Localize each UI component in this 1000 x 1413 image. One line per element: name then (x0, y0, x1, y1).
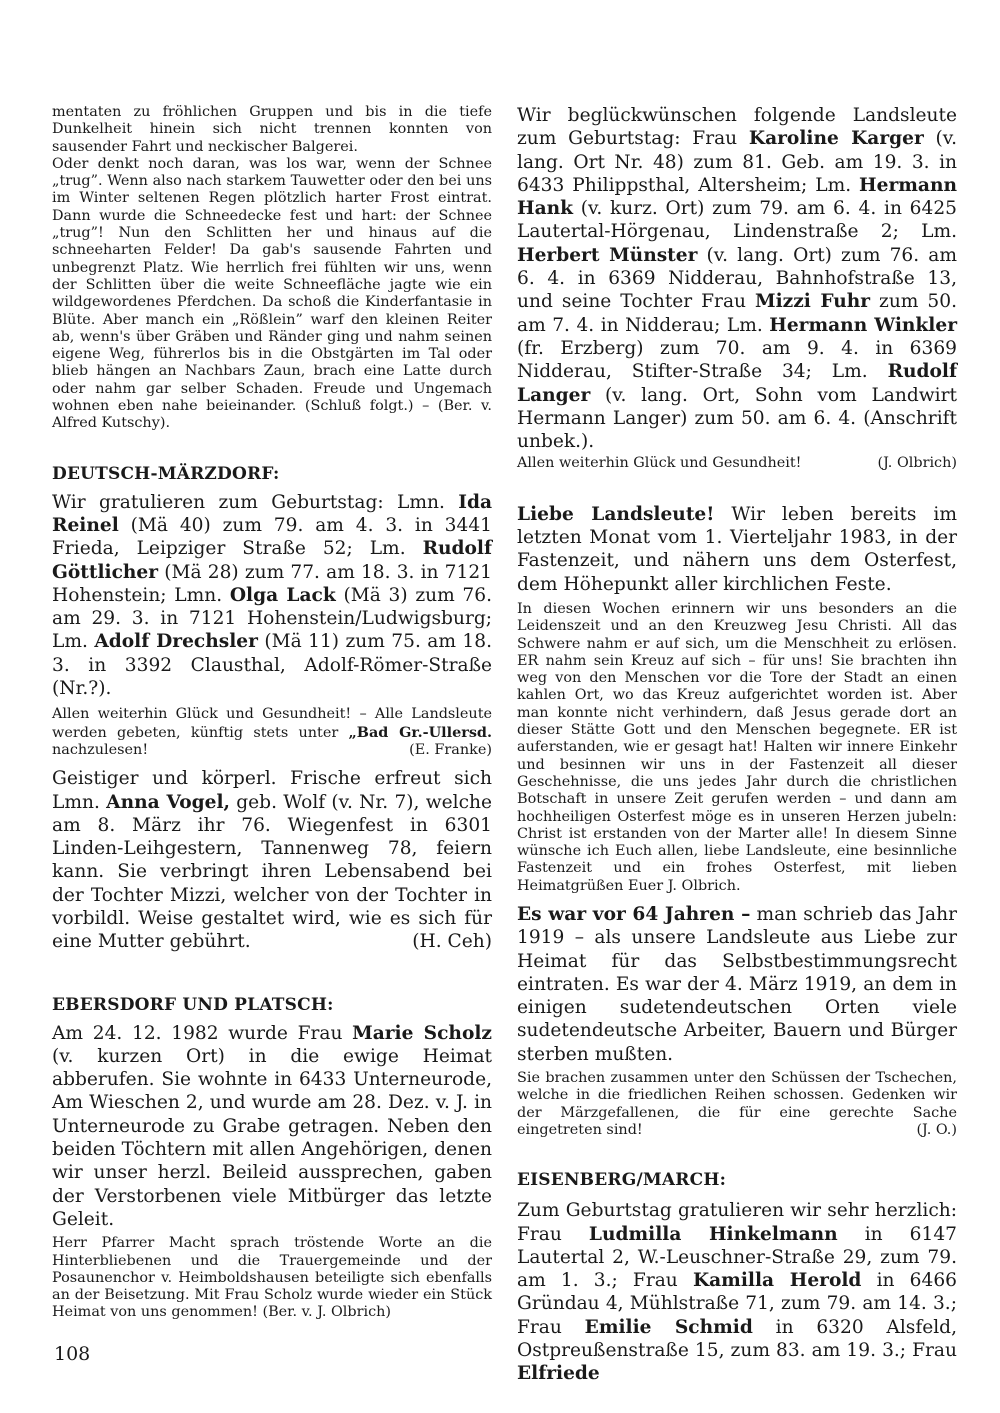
text-run: (v. lang. Ort Nr. 48) zum 81. Geb. am 19. 3. in 6433 Philippsthal, Altersheim; Lm. (517, 128, 957, 196)
author-signature: (H. Ceh) (412, 931, 492, 953)
paragraph (52, 491, 492, 701)
text-run: geb. Wolf (v. Nr. 7), welche am 8. März ihr 76. Wiegenfest in 6301 Linden-Leihgestern, Tannenweg 78, feiern kann. Sie verbringt ihren Lebensabend bei der Tochter Mizzi, welcher von der Tochter in vorbildl. Weise gestaltet wird, wie es sich für eine Mutter gebührt. (52, 791, 492, 953)
paragraph (52, 156, 492, 433)
text-run: in 6466 Gründau 4, Mühlstraße 71, zum 79. am 14. 3.; Frau (517, 1270, 957, 1338)
text-run: man schrieb das Jahr 1919 – als unsere Landsleute aus Liebe zur Heimat für das Selbstbestimmungsrecht eintraten. Es war der 4. März 1919, an dem in einigen sudetendeutschen Orten viele sudetendeutsche Arbeiter, Bauern und Bürger sterben mußten. (517, 903, 957, 1065)
bold-name: Ida Reinel (52, 491, 492, 536)
text-run: (Mä 3) zum 76. am 29. 3. in 7121 Hohenstein/Ludwigsburg; Lm. (52, 584, 492, 653)
bold-name: Elfriede (517, 1363, 600, 1385)
bold-name: „Bad Gr.-Ullersd. (348, 723, 492, 741)
bold-name: Marie Scholz (352, 1022, 492, 1044)
page-number: 108 (54, 1342, 91, 1365)
paragraph (517, 601, 957, 895)
bold-name: Hermann Hank (517, 174, 957, 220)
bold-name: Adolf Drechsler (94, 631, 258, 653)
text-run: Allen weiterhin Glück und Gesundheit! – Alle Landsleute werden gebeten, künftig stets unter (52, 706, 492, 741)
text-run: Zum Geburtstag gratulieren wir sehr herzlich: Frau (517, 1200, 957, 1245)
author-signature: (J. Olbrich) (877, 455, 957, 472)
text-run: (Mä 11) zum 75. am 18. 3. in 3392 Clausthal, Adolf-Römer-Straße (Nr.?). (52, 631, 492, 700)
text-run: in 6147 Lautertal 2, W.-Leuschner-Straße 29, zum 79. am 1. 3.; Frau (517, 1223, 957, 1292)
paragraph (52, 767, 492, 953)
paragraph (52, 1235, 492, 1321)
text-run: (fr. Erzberg) zum 70. am 9. 4. in 6369 Nidderau, Stifter-Straße 34; Lm. (517, 337, 957, 383)
bold-name: Rudolf Göttlicher (52, 538, 492, 583)
section-heading: DEUTSCH-MÄRZDORF: (52, 463, 280, 484)
bold-name: Rudolf Langer (517, 361, 957, 406)
text-run: (v. kurzen Ort) in die ewige Heimat abberufen. Sie wohnte in 6433 Unterneurode, Am Wieschen 2, und wurde am 28. Dez. v. J. in Unterneurode zu Grabe getragen. Neben den beiden Töchtern mit allen Angehörigen, denen wir unser herzl. Beileid aussprechen, gaben der Verstorbenen viele Mitbürger das letzte Geleit. (52, 1045, 492, 1230)
section-heading: EISENBERG/MARCH: (517, 1170, 727, 1191)
text-run: mentaten zu fröhlichen Gruppen und bis in die tiefe Dunkelheit hinein sich nicht trennen konnten von sausender Fahrt und neckischer Balgerei. (52, 104, 492, 155)
bold-name: Herbert Münster (517, 244, 698, 266)
text-run: in 6320 Alsfeld, Ostpreußenstraße 15, zum 83. am 19. 3.; Frau (517, 1316, 957, 1362)
bold-name: Ludmilla Hinkelmann (588, 1223, 838, 1245)
paragraph (517, 903, 957, 1066)
text-run: Allen weiterhin Glück und Gesundheit! (517, 455, 802, 472)
left-column (52, 104, 492, 1386)
paragraph (517, 1199, 957, 1385)
right-column (517, 104, 957, 1386)
bold-name: Mizzi Fuhr (754, 291, 871, 313)
text-run: Wir gratulieren zum Geburtstag: Lmn. (52, 491, 459, 513)
bold-name: Liebe Landsleute! (517, 503, 715, 525)
text-run: Herr Pfarrer Macht sprach tröstende Worte an die Hinterbliebenen und die Trauergemeinde und der Posaunenchor v. Heimboldshausen beteiligte sich ebenfalls an der Beisetzung. Mit Frau Scholz wurde wieder ein Stück Heimat von uns genommen! (Ber. v. J. Olbrich) (52, 1235, 492, 1321)
text-run: (v. lang. Ort, Sohn vom Landwirt Hermann Langer) zum 50. am 6. 4. (Anschrift unbek.). (517, 384, 957, 453)
text-run: Oder denkt noch daran, was los war, wenn der Schnee „trug”. Wenn also nach starkem Tauwetter oder den bei uns im Winter seltenen Regen plötzlich harter Frost eintrat. Dann wurde die Schneedecke fest und hart: der Schnee „trug”! Nun den Schlitten her und hinaus auf die schneeharten Felder! Da gab's sausende Fahrten und unbegrenzt Platz. Wie herrlich frei fühlten wir uns, wenn der Schlitten über die weite Schneefläche jagte wie ein wildgewordenes Pferdchen. Da schoß die Kinderfantasie in Blüte. Aber manch ein „Rößlein” warf den kleinen Reiter ab, wenn's über Gräben und Ränder ging und nahm seinen eigene Weg, führerlos bis in die Obstgärten im Tal oder blieb hängen an Nachbars Zaun, brach eine Latte durch oder nahm gar selber Schaden. Freude und Ungemach wohnen eben nahe beieinander. (Schluß folgt.) – (Ber. v. Alfred Kutschy). (52, 155, 492, 432)
paragraph (52, 706, 492, 759)
text-run: Wir beglückwünschen folgende Landsleute zum Geburtstag: Frau (517, 105, 957, 150)
author-signature: (J. O.) (916, 1121, 957, 1138)
text-run: (Mä 40) zum 79. am 4. 3. in 3441 Frieda, Leipziger Straße 52; Lm. (52, 514, 492, 560)
paragraph (517, 1070, 957, 1139)
text-run: (Mä 28) zum 77. am 18. 3. in 7121 Hohenstein; Lmn. (52, 561, 492, 606)
text-run: Wir leben bereits im letzten Monat vom 1. Vierteljahr 1983, in der Fastenzeit, und nähern uns dem Osterfest, dem Höhepunkt aller kirchlichen Feste. (517, 503, 958, 595)
bold-name: Karoline Karger (748, 128, 924, 150)
text-run: (v. lang. Ort) zum 76. am 6. 4. in 6369 Nidderau, Bahnhofstraße 13, und seine Tochter Frau (517, 244, 957, 313)
paragraph (52, 104, 492, 156)
bold-name: Kamilla Herold (692, 1270, 862, 1292)
paragraph (517, 503, 957, 596)
section-heading: EBERSDORF UND PLATSCH: (52, 994, 334, 1015)
text-run: Sie brachen zusammen unter den Schüssen der Tschechen, welche in die friedlichen Reihen schossen. Gedenken wir der Märzgefallenen, die für eine gerechte Sache eingetreten sind! (517, 1070, 957, 1138)
bold-name: Olga Lack (229, 584, 336, 606)
text-run: Geistiger und körperl. Frische erfreut sich Lmn. (52, 768, 492, 813)
paragraph (52, 1022, 492, 1232)
text-run: zum 50. am 7. 4. in Nidderau; Lm. (517, 291, 957, 336)
text-run: (v. kurz. Ort) zum 79. am 6. 4. in 6425 Lautertal-Hörgenau, Lindenstraße 2; Lm. (517, 198, 957, 243)
paragraph (517, 455, 957, 472)
bold-name: Emilie Schmid (584, 1316, 753, 1338)
author-signature: (E. Franke) (409, 741, 492, 758)
paragraph (517, 104, 957, 453)
text-run: nachzulesen! (52, 741, 149, 758)
bold-name: Anna Vogel, (106, 791, 230, 813)
text-run: Am 24. 12. 1982 wurde Frau (52, 1022, 353, 1044)
bold-name: Es war vor 64 Jahren – (517, 903, 751, 925)
text-run: In diesen Wochen erinnern wir uns besonders an die Leidenszeit und an den Kreuzweg Jesu Christi. All das Schwere nahm er auf sich, um die Menschheit zu erlösen. ER nahm sein Kreuz auf sich – für uns! Sie brachten ihn weg von den Menschen vor die Tore der Stadt an einen kahlen Ort, wo das Kreuz aufgerichtet worden ist. Aber man konnte nicht verhindern, daß Jesus gerade dort an dieser Stätte Gott und den Menschen begegnete. ER ist auferstanden, wie er gesagt hat! Halten wir innere Einkehr und besinnen wir uns in der Fastenzeit all dieser Geschehnisse, die uns jedes Jahr durch die christlichen Botschaft in unsere Zeit gerufen werden – und dann am hochheiligen Osterfest möge es in unseren Herzen jubeln: Christ ist erstanden von der Marter alle! In diesem Sinne wünsche ich Euch allen, liebe Landsleute, eine besinnliche Fastenzeit und ein frohes Osterfest, mit lieben Heimatgrüßen Euer J. Olbrich. (517, 600, 957, 894)
bold-name: Hermann Winkler (769, 314, 957, 336)
